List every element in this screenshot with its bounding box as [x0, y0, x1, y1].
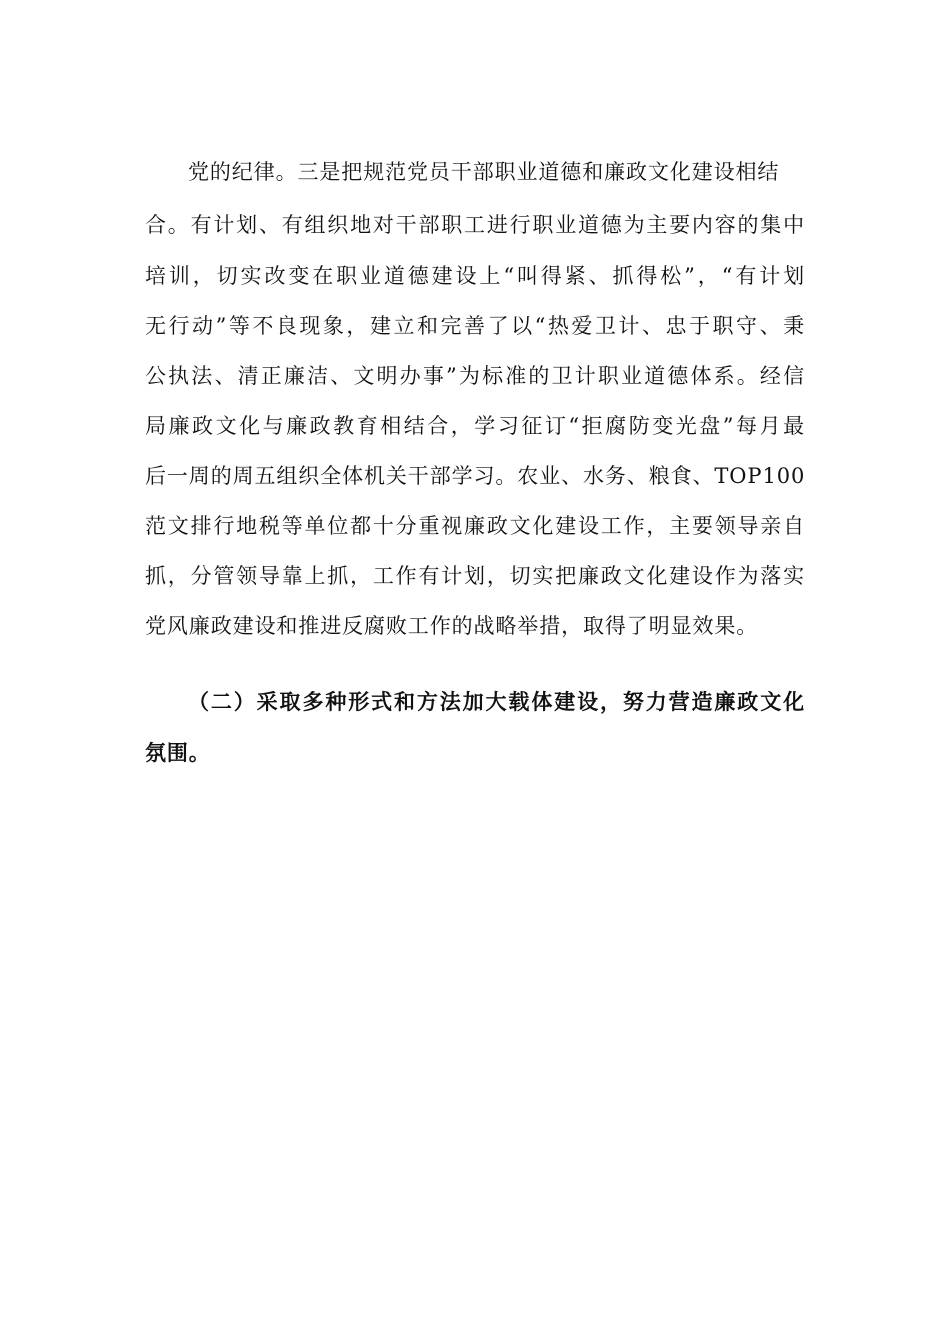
paragraph-line-4: 无行动”等不良现象，建立和完善了以“热爱卫计、忠于职守、秉: [145, 314, 805, 338]
paragraph-line-10: 党风廉政建设和推进反腐败工作的战略举措，取得了明显效果。: [145, 614, 759, 638]
paragraph-line-2: 合。有计划、有组织地对干部职工进行职业道德为主要内容的集中: [145, 213, 805, 237]
paragraph-line-7: 后一周的周五组织全体机关干部学习。农业、水务、粮食、TOP100: [145, 464, 806, 488]
paragraph-line-1: 党的纪律。三是把规范党员干部职业道德和廉政文化建设相结: [188, 160, 780, 184]
section-heading-line-2: 氛围。: [145, 741, 211, 765]
paragraph-line-6: 局廉政文化与廉政教育相结合，学习征订“拒腐防变光盘”每月最: [145, 414, 805, 438]
section-heading-line-1: （二）采取多种形式和方法加大载体建设，努力营造廉政文化: [188, 690, 805, 714]
paragraph-line-3: 培训，切实改变在职业道德建设上“叫得紧、抓得松”，“有计划: [145, 264, 805, 288]
paragraph-line-5: 公执法、清正廉洁、文明办事”为标准的卫计职业道德体系。经信: [145, 364, 805, 388]
paragraph-line-8: 范文排行地税等单位都十分重视廉政文化建设工作，主要领导亲自: [145, 514, 805, 538]
paragraph-line-9: 抓，分管领导靠上抓，工作有计划，切实把廉政文化建设作为落实: [145, 564, 805, 588]
